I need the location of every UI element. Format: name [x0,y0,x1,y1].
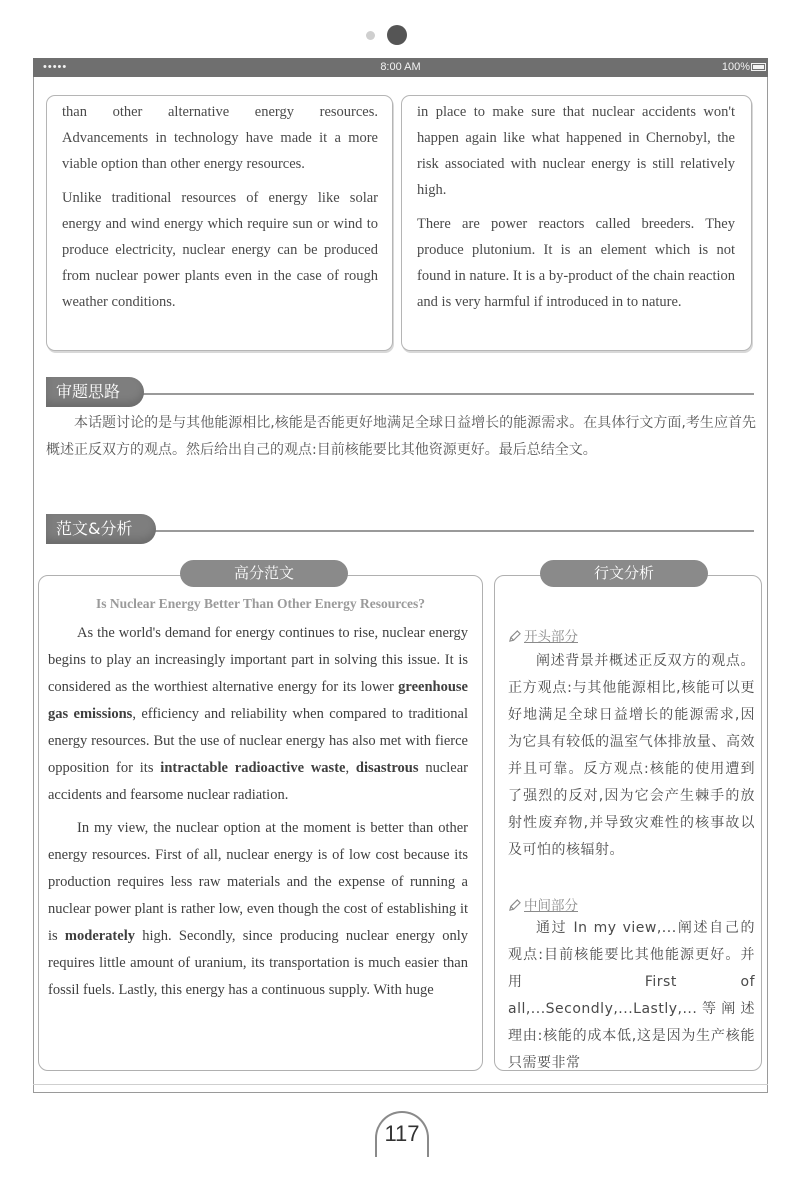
analysis-middle-text: 通过 In my view,...阐述自己的观点:目前核能要比其他能源更好。并用 First of all,...Secondly,...Lastly,...等阐述理由:核能的成本低,这是因为生产核能只需要非常 [508,920,755,1071]
label-middle: 中间部分 [508,894,578,914]
highlight-phrase: moderately [64,928,135,944]
essay-body [48,620,468,1004]
section-header-thinking: 审题思路 [46,377,144,407]
section-divider [46,393,754,395]
front-sensor [366,31,375,40]
essay-paragraph: In my view, the nuclear option at the moment is better than other energy resources. First of all, nuclear energy is of low cost because its production requires less raw materials and the expense of running a nuclear power plant is rather low, even though the cost of establishing it is moderately high. Secondly, since producing nuclear energy only requires little amount of uranium, its transportation is much easier than fossil fuels. Lastly, this energy has a continuous supply. With huge [48,820,468,998]
signal-wifi-icon: ••••• [43,61,68,73]
battery-percent: 100% [721,61,750,73]
battery-icon [751,63,766,71]
essay-title: Is Nuclear Energy Better Than Other Energy Resources? [95,596,426,611]
label-opening: 开头部分 [508,625,578,645]
bottom-divider [33,1084,768,1085]
passage-paragraph: in place to make sure that nuclear accidents won't happen again like what happened in Chernobyl, the risk associated with nuclear energy is still relatively high. [417,104,735,198]
status-bar [33,58,768,77]
highlight-phrase: disastrous [355,760,419,776]
passage-paragraph: There are power reactors called breeders. They produce plutonium. It is an element which is not found in nature. It is a by-product of the chain reaction and is very harmful if introduced in to nature. [417,216,735,310]
section-header-essay: 范文&分析 [46,514,156,544]
pencil-icon [508,899,521,912]
front-camera [387,25,407,45]
thinking-text: 本话题讨论的是与其他能源相比,核能是否能更好地满足全球日益增长的能源需求。在具体行文方面,考生应首先概述正反双方的观点。然后给出自己的观点:目前核能要比其他资源更好。最后总结全文。 [46,415,756,458]
essay-paragraph: As the world's demand for energy continues to rise, nuclear energy begins to play an increasingly important part in solving this issue. It is considered as the worthiest alternative energy for its lower greenhouse gas emissions, efficiency and reliability when compared to traditional energy resources. But the use of nuclear energy has also met with fierce opposition for its intractable radioactive waste, disastrous nuclear accidents and fearsome nuclear radiation. [48,625,468,803]
battery-indicator [722,61,750,73]
passage-box-left [46,95,393,351]
analysis-tab: 行文分析 [540,560,708,587]
page-number: 117 [375,1111,429,1157]
pencil-icon [508,630,521,643]
highlight-phrase: intractable radioactive waste [160,760,346,776]
status-time: 8:00 AM [380,61,421,73]
passage-paragraph: Unlike traditional resources of energy like solar energy and wind energy which require sun or wind to produce electricity, nuclear energy can be produced from nuclear power plants even in the case of rough weather conditions. [62,190,378,310]
analysis-opening-text: 阐述背景并概述正反双方的观点。正方观点:与其他能源相比,核能可以更好地满足全球日益增长的能源需求,因为它具有较低的温室气体排放量、高效并且可靠。反方观点:核能的使用遭到了强烈的反对,因为它会产生棘手的放射性废弃物,并导致灾难性的核事故以及可怕的核辐射。 [508,653,755,858]
passage-paragraph: than other alternative energy resources. Advancements in technology have made it a more viable option than other energy resources. [62,104,378,172]
essay-tab: 高分范文 [180,560,348,587]
highlight-phrase: greenhouse gas emissions [48,679,468,722]
passage-box-right [401,95,752,351]
